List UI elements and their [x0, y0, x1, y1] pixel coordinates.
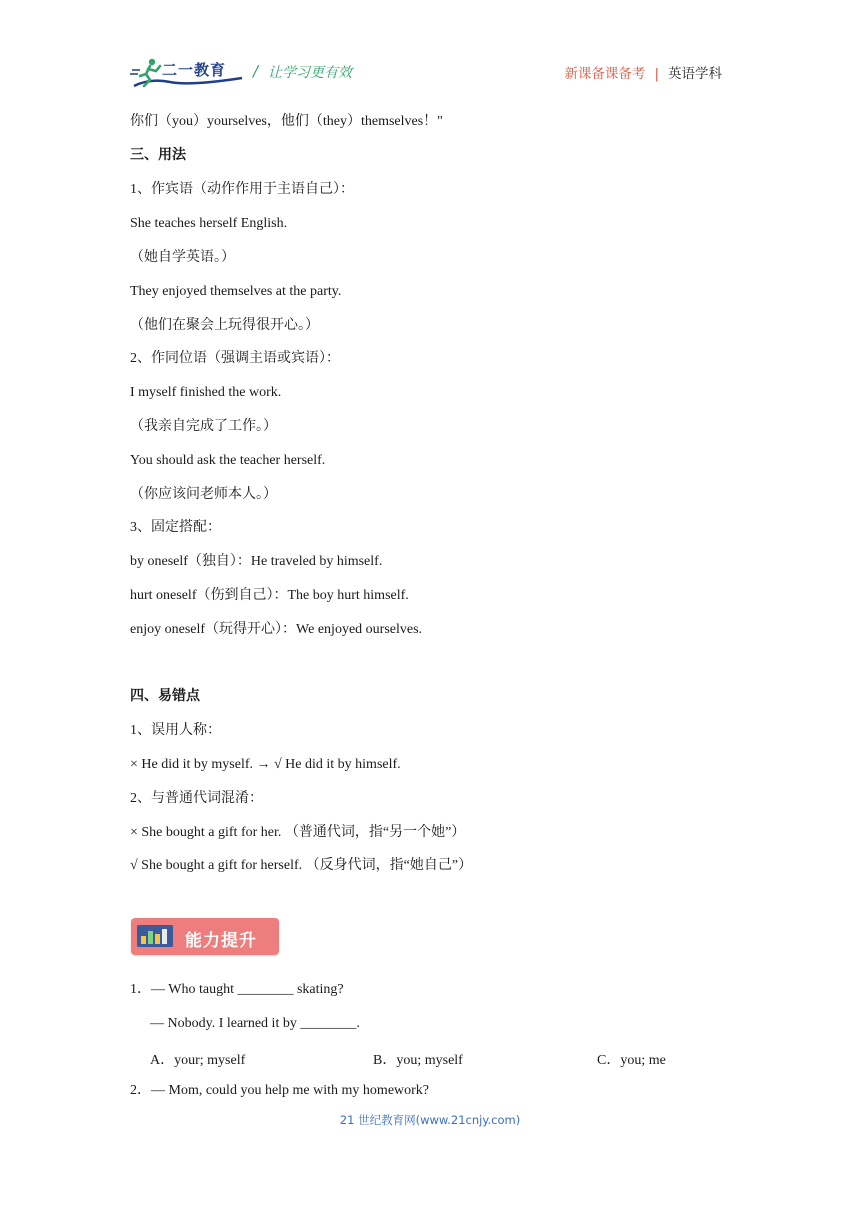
header-course-label: 新课备课备考	[564, 66, 646, 82]
option-c: C．you; me	[597, 1053, 666, 1068]
text-line: 你们（you）yourselves，他们（they）themselves！"	[130, 114, 443, 129]
page-header	[130, 52, 730, 92]
section-heading-common-mistakes: 四、易错点	[130, 689, 200, 704]
slogan: 让学习更有效	[268, 65, 352, 81]
text-line: （他们在聚会上玩得很开心。）	[130, 318, 319, 333]
logo-text: 二一教育	[162, 61, 227, 79]
text-line: （你应该问老师本人。）	[130, 487, 277, 502]
text-line: I myself finished the work.	[130, 385, 282, 400]
text-line: enjoy oneself（玩得开心）：We enjoyed ourselves.	[130, 622, 423, 637]
text-line: × He did it by myself. → √ He did it by himself.	[130, 757, 401, 772]
chart-icon	[137, 925, 173, 947]
header-subject	[564, 62, 722, 82]
option-b: B．you; myself	[373, 1053, 463, 1068]
text-line: by oneself（独自）：He traveled by himself.	[130, 554, 383, 569]
text-line: × She bought a gift for her. （普通代词，指“另一个她”）	[130, 825, 466, 840]
question-1: 1．— Who taught ________ skating?	[130, 982, 344, 997]
badge-label: 能力提升	[185, 931, 257, 951]
text-line: 2、作同位语（强调主语或宾语）：	[130, 351, 340, 366]
option-a: A．your; myself	[150, 1053, 246, 1068]
slogan-divider: /	[253, 62, 259, 80]
text-line: （我亲自完成了工作。）	[130, 419, 277, 434]
section-heading-usage: 三、用法	[130, 148, 186, 163]
text-line: √ She bought a gift for herself. （反身代词，指“她自己”）	[130, 858, 473, 873]
question-1-reply: — Nobody. I learned it by ________.	[150, 1016, 360, 1031]
question-2: 2．— Mom, could you help me with my homework?	[130, 1083, 430, 1098]
header-subject-label: 英语学科	[668, 66, 722, 82]
text-line: 1、作宾语（动作作用于主语自己）：	[130, 182, 354, 197]
header-separator: |	[654, 66, 659, 82]
text-line: hurt oneself（伤到自己）：The boy hurt himself.	[130, 588, 409, 603]
footer-site-link[interactable]: 21 世纪教育网(www.21cnjy.com)	[339, 1113, 521, 1127]
ability-section-badge	[131, 918, 279, 955]
text-line: You should ask the teacher herself.	[130, 453, 326, 468]
text-line: 3、固定搭配：	[130, 520, 221, 535]
text-line: （她自学英语。）	[130, 250, 235, 265]
text-line: They enjoyed themselves at the party.	[130, 284, 342, 299]
text-line: She teaches herself English.	[130, 216, 288, 231]
text-line: 2、与普通代词混淆：	[130, 791, 263, 806]
text-line: 1、误用人称：	[130, 723, 221, 738]
